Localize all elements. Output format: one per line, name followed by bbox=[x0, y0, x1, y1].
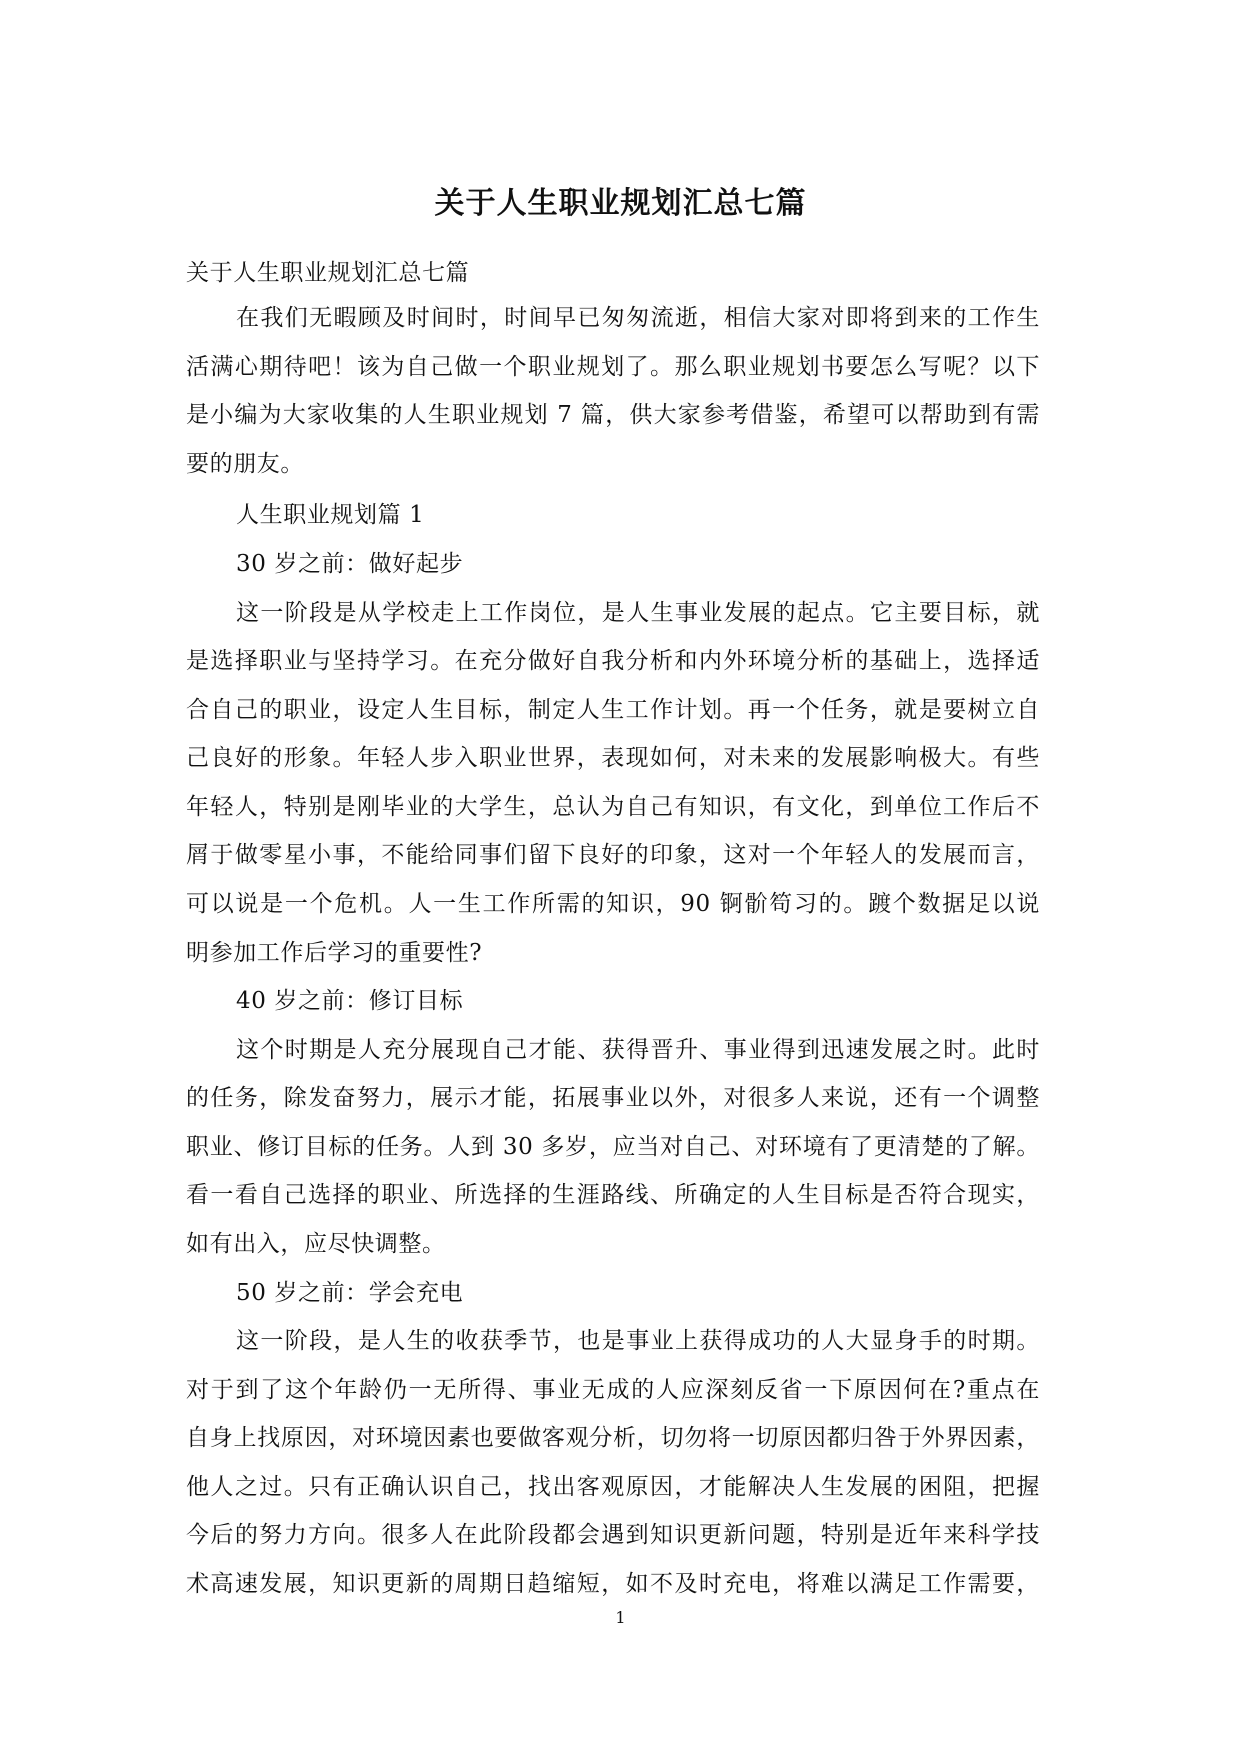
paragraph-line: 要的朋友。 bbox=[186, 451, 304, 477]
page-number: 1 bbox=[615, 1608, 626, 1627]
paragraph-line: 明参加工作后学习的重要性? bbox=[186, 940, 483, 966]
paragraph-line: 他人之过。只有正确认识自己，找出客观原因，才能解决人生发展的困阻，把握 bbox=[186, 1474, 1040, 1500]
section-heading: 人生职业规划篇 1 bbox=[236, 502, 425, 528]
section-heading: 40 岁之前：修订目标 bbox=[236, 988, 464, 1014]
paragraph-line: 职业、修订目标的任务。人到 30 多岁，应当对自己、对环境有了更清楚的了解。 bbox=[186, 1134, 1040, 1160]
section-heading: 50 岁之前：学会充电 bbox=[236, 1280, 464, 1306]
paragraph-line: 年轻人，特别是刚毕业的大学生，总认为自己有知识，有文化，到单位工作后不 bbox=[186, 794, 1040, 820]
paragraph-line: 是小编为大家收集的人生职业规划 7 篇，供大家参考借鉴，希望可以帮助到有需 bbox=[186, 402, 1040, 428]
paragraph-line: 这一阶段是从学校走上工作岗位，是人生事业发展的起点。它主要目标，就 bbox=[236, 600, 1040, 626]
section-heading: 30 岁之前：做好起步 bbox=[236, 551, 464, 577]
paragraph-line: 在我们无暇顾及时间时，时间早已匆匆流逝，相信大家对即将到来的工作生 bbox=[236, 305, 1040, 331]
document-title: 关于人生职业规划汇总七篇 bbox=[434, 186, 807, 221]
paragraph-line: 的任务，除发奋努力，展示才能，拓展事业以外，对很多人来说，还有一个调整 bbox=[186, 1085, 1040, 1111]
paragraph-line: 活满心期待吧！该为自己做一个职业规划了。那么职业规划书要怎么写呢？以下 bbox=[186, 354, 1040, 380]
paragraph-line: 对于到了这个年龄仍一无所得、事业无成的人应深刻反省一下原因何在?重点在 bbox=[186, 1377, 1040, 1403]
paragraph-line: 自身上找原因，对环境因素也要做客观分析，切勿将一切原因都归咎于外界因素， bbox=[186, 1425, 1040, 1451]
paragraph-line: 这一阶段，是人生的收获季节，也是事业上获得成功的人大显身手的时期。 bbox=[236, 1328, 1040, 1354]
paragraph-line: 如有出入，应尽快调整。 bbox=[186, 1231, 446, 1257]
paragraph-line: 这个时期是人充分展现自己才能、获得晋升、事业得到迅速发展之时。此时 bbox=[236, 1037, 1040, 1063]
paragraph-line: 术高速发展，知识更新的周期日趋缩短，如不及时充电，将难以满足工作需要， bbox=[186, 1571, 1040, 1597]
paragraph-line: 屑于做零星小事，不能给同事们留下良好的印象，这对一个年轻人的发展而言， bbox=[186, 842, 1040, 868]
subtitle-line: 关于人生职业规划汇总七篇 bbox=[186, 260, 470, 286]
paragraph-line: 看一看自己选择的职业、所选择的生涯路线、所确定的人生目标是否符合现实， bbox=[186, 1182, 1040, 1208]
paragraph-line: 可以说是一个危机。人一生工作所需的知识，90 锕骱笱习的。踱个数据足以说 bbox=[186, 891, 1040, 917]
paragraph-line: 今后的努力方向。很多人在此阶段都会遇到知识更新问题，特别是近年来科学技 bbox=[186, 1522, 1040, 1548]
paragraph-line: 合自己的职业，设定人生目标，制定人生工作计划。再一个任务，就是要树立自 bbox=[186, 697, 1040, 723]
paragraph-line: 己良好的形象。年轻人步入职业世界，表现如何，对未来的发展影响极大。有些 bbox=[186, 745, 1040, 771]
paragraph-line: 是选择职业与坚持学习。在充分做好自我分析和内外环境分析的基础上，选择适 bbox=[186, 648, 1040, 674]
